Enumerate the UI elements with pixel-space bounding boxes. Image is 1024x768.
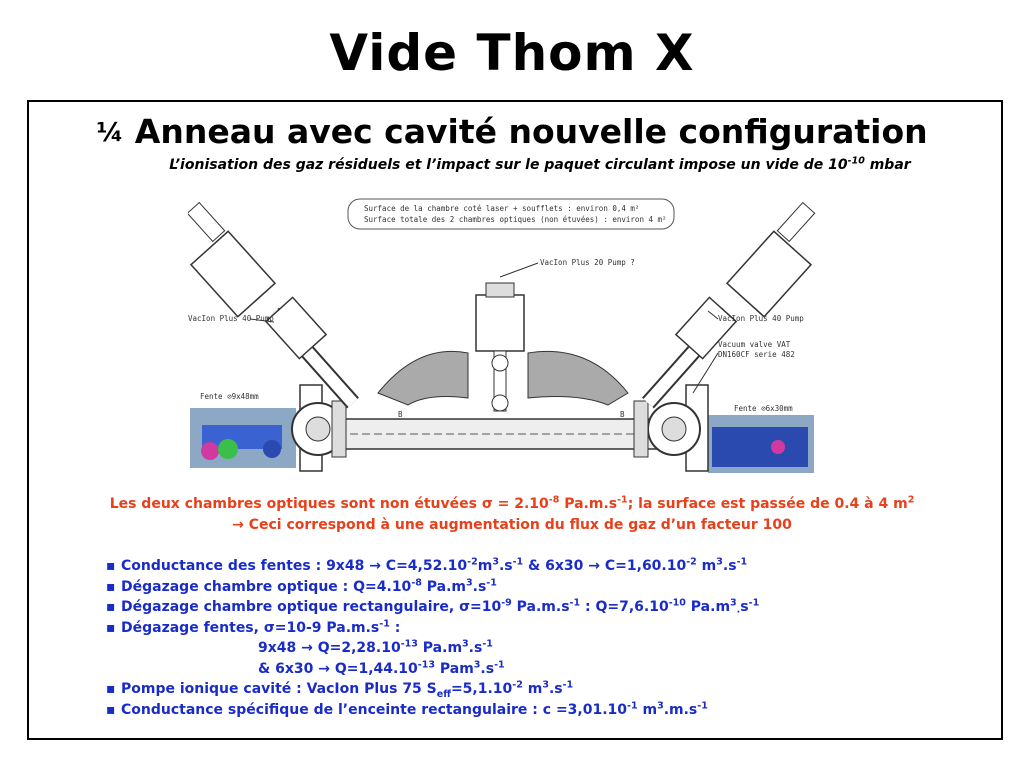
- svg-text:B: B: [398, 410, 403, 419]
- right-magnet: [528, 351, 628, 405]
- right-pump-label: VacIon Plus 40 Pump: [718, 314, 804, 323]
- warning-text: [60, 494, 964, 536]
- list-subitem: $9x48 \to Q=2,28.10^{-13}$ $Pa.m^3.s^{-1}$: [258, 638, 493, 656]
- left-pump-label: VacIon Plus 40 Pump: [188, 314, 274, 323]
- list-item: ▪ Conductance spécifique de l’enceinte rectangulaire : $c =3,01.10^{-1}$ $m^3.m.s^{-1}$: [106, 699, 708, 718]
- warning-line-2: → Ceci correspond à une augmentation du flux de gaz d’un facteur 100: [232, 517, 792, 533]
- list-item: ▪ Dégazage chambre optique rectangulaire, $\sigma=10^{-9}$ $Pa.m.s^{-1}$ : $Q=7,6.10^{-10}$ $Pa.m^3_\cdot s^{-1}$: [106, 597, 760, 618]
- list-item: ▪ Conductance des fentes : $9x48 \to C=4,52.10^{-2}m^3.s^{-1}$ & $6x30 \to C=1,60.10^{-2}$ $m^3.s^{-1}$: [106, 556, 748, 574]
- intro-text: L’ionisation des gaz résiduels et l’impact sur le paquet circulant impose un vide de $10^{-10}$ mbar: [169, 155, 911, 173]
- section-title-text: Anneau avec cavité nouvelle configuration: [123, 112, 928, 151]
- surface-note-line2: Surface totale des 2 chambres optiques (non étuvées) : environ 4 m²: [364, 215, 667, 224]
- vacuum-chamber-diagram: [188, 193, 836, 475]
- warning-line-1: Les deux chambres optiques sont non étuvées $\sigma = 2.10^{-8}$ $Pa.m.s^{-1}$; la surface est passée de 0.4 à 4 $m^2$: [109, 494, 915, 512]
- svg-text:B: B: [620, 410, 625, 419]
- left-magnet: [378, 351, 468, 405]
- section-title: [0, 112, 1024, 151]
- list-subitem: & $6x30 \to Q=1,44.10^{-13}$ $Pam^3.s^{-1}$: [258, 658, 505, 677]
- left-diagonal-pump: [188, 203, 353, 403]
- valve-label-2: DN160CF serie 482: [718, 350, 795, 359]
- central-pump: [476, 295, 524, 351]
- left-slit-label: Fente ⊘9x48mm: [200, 392, 259, 401]
- page-title: Vide Thom X: [329, 24, 695, 82]
- right-slit-label: Fente ⊘6x30mm: [734, 404, 793, 413]
- valve-label-1: Vacuum valve VAT: [718, 340, 791, 349]
- pump-20-label: VacIon Plus 20 Pump ?: [540, 258, 635, 267]
- fraction-quarter: ¼: [96, 118, 124, 148]
- list-item: ▪ Dégazage fentes, σ=10-9 $Pa.m.s^{-1}$ :: [106, 617, 401, 636]
- list-item: ▪ Pompe ionique cavité : VacIon Plus 75 $S_{eff}=5,1.10^{-2}$ $m^3.s^{-1}$: [106, 679, 574, 700]
- bullet-list: [106, 556, 966, 720]
- surface-note-line1: Surface de la chambre coté laser + soufflets : environ 0,4 m²: [364, 204, 640, 213]
- right-diagonal-pump: [648, 203, 815, 403]
- list-item: ▪ Dégazage chambre optique : $Q=4.10^{-8}$ $Pa.m^3.s^{-1}$: [106, 576, 497, 595]
